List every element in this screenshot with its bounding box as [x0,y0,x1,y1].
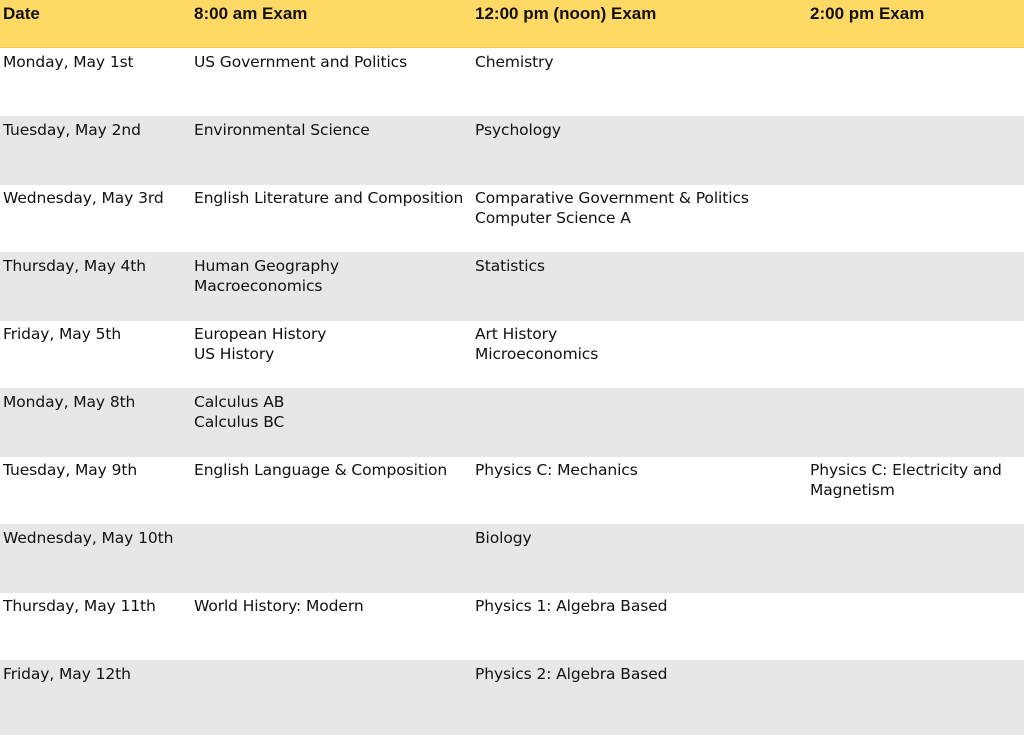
date-cell: Tuesday, May 2nd [3,121,141,139]
exam-8am-cell [194,324,326,364]
date-cell: Monday, May 1st [3,53,134,71]
header-noon-exam: 12:00 pm (noon) Exam [475,4,657,23]
exam-noon-cell [475,120,561,140]
exam-subject: Microeconomics [475,345,599,363]
table-row [0,184,1024,251]
exam-8am-cell [194,460,447,480]
exam-subject: Calculus BC [194,413,285,431]
exam-subject: Physics 2: Algebra Based [475,665,668,683]
table-row [0,48,1024,115]
table-row [0,320,1024,387]
exam-subject: Magnetism [810,481,895,499]
exam-subject: Environmental Science [194,121,370,139]
table-row [0,524,1024,593]
exam-noon-cell [475,664,667,684]
header-2pm-exam: 2:00 pm Exam [810,4,925,23]
header-8am-exam: 8:00 am Exam [194,4,308,23]
exam-noon-cell [475,52,553,72]
exam-subject: US Government and Politics [194,53,408,71]
exam-subject: Human Geography [194,257,339,275]
exam-noon-cell [475,596,667,616]
exam-subject: Macroeconomics [194,277,323,295]
table-row [0,252,1024,321]
table-header [0,0,1024,48]
date-cell: Tuesday, May 9th [3,461,138,479]
table-row [0,660,1024,735]
exam-subject: English Literature and Composition [194,189,464,207]
table-row [0,592,1024,659]
exam-8am-cell [194,256,339,296]
exam-subject: English Language & Composition [194,461,448,479]
exam-8am-cell [194,188,463,208]
exam-subject: Chemistry [475,53,554,71]
exam-subject: Comparative Government & Politics [475,189,749,207]
table-row [0,388,1024,457]
exam-noon-cell [475,256,545,276]
date-cell: Thursday, May 4th [3,257,146,275]
exam-subject: Physics 1: Algebra Based [475,597,668,615]
date-cell: Friday, May 5th [3,325,122,343]
exam-subject: European History [194,325,327,343]
exam-subject: US History [194,345,275,363]
date-cell: Wednesday, May 3rd [3,189,164,207]
exam-subject: Psychology [475,121,561,139]
exam-noon-cell [475,324,598,364]
exam-8am-cell [194,120,370,140]
exam-subject: Biology [475,529,532,547]
exam-8am-cell [194,52,407,72]
exam-subject: Statistics [475,257,545,275]
exam-8am-cell [194,392,284,432]
table-row [0,456,1024,523]
exam-noon-cell [475,188,749,228]
exam-subject: Art History [475,325,558,343]
exam-2pm-cell [810,460,1002,500]
date-cell: Thursday, May 11th [3,597,156,615]
exam-8am-cell [194,596,364,616]
exam-subject: World History: Modern [194,597,364,615]
exam-subject: Calculus AB [194,393,285,411]
date-cell: Wednesday, May 10th [3,529,174,547]
date-cell: Friday, May 12th [3,665,131,683]
exam-noon-cell [475,460,638,480]
exam-noon-cell [475,528,532,548]
date-cell: Monday, May 8th [3,393,136,411]
table-row [0,116,1024,185]
exam-subject: Physics C: Electricity and [810,461,1002,479]
exam-subject: Computer Science A [475,209,631,227]
exam-subject: Physics C: Mechanics [475,461,638,479]
header-date: Date [3,4,40,23]
